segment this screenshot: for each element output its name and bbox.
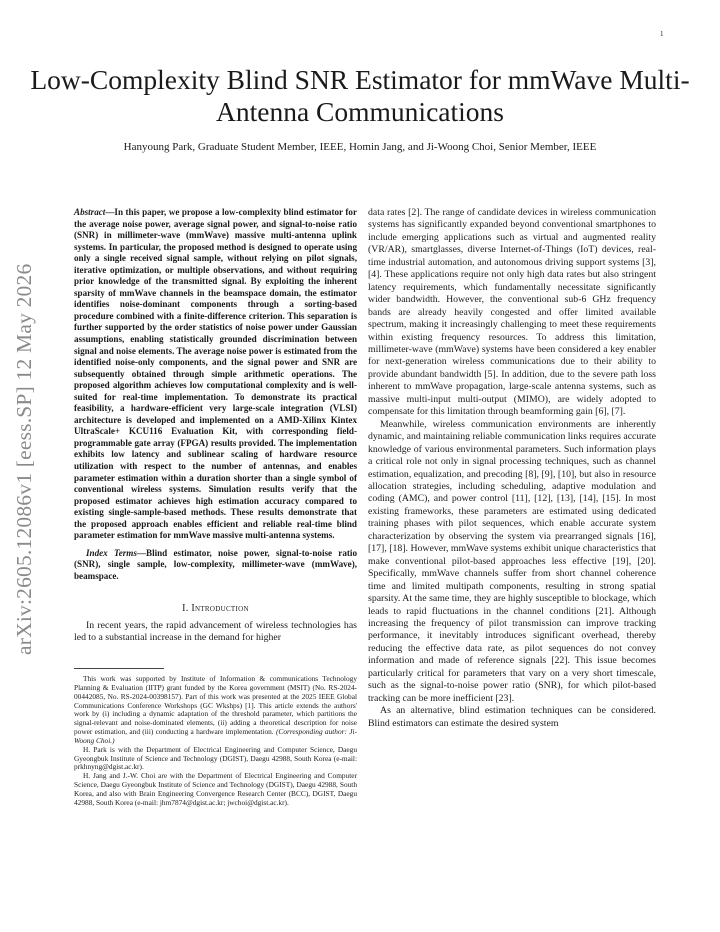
section-heading-introduction: I. Introduction — [182, 602, 249, 614]
footnote-funding — [74, 675, 357, 746]
body-paragraph-3: As an alternative, blind estimation techniques can be considered. Blind estimators can estimate the desired system — [368, 705, 656, 729]
body-paragraph-1: data rates [2]. The range of candidate devices in wireless communication systems has significantly expanded beyond conventional smartphones to include emerging applications such as virtual and augmented reality (VR/AR), smartglasses, diverse Internet-of-Things (IoT) devices, real-time industrial automation, and autonomous driving support systems [3], [4]. These applications require not only high data rates but also stringent latency requirements, which fundamentally necessitate significantly wider bandwidth. However, the conventional sub-6 GHz frequency bands are already heavily congested and offer limited available spectrum, making it increasingly challenging to meet these requirements within existing frequency resources. To address this limitation, millimeter-wave (mmWave) systems have been considered a key enabler for next-generation wireless communications due to their ability to provide abundant bandwidth [5]. In addition, due to the severe path loss inherent to mmWave propagation, large-scale antenna systems, such as massive multi-input multi-output (MIMO), are widely adopted to compensate for this limitation through beamforming gain [6], [7]. — [368, 207, 656, 418]
intro-paragraph-1: In recent years, the rapid advancement of wireless technologies has led to a substantial increase in the demand for higher — [74, 619, 357, 644]
footnote-funding-text: This work was supported by Institute of Information & communications Technology Planning & Evaluation (IITP) grant funded by the Korea government (MSIT) (No. RS-2024-00442085, No. RS-2024-00398157). Part of this work was presented at the 2025 IEEE Global Communications Conference Workshops (GC Wkshps) [1]. This article extends the authors' work by (i) including a dynamic adaptation of the threshold parameter, which partitions the signal-relevant and noise-dominated elements, (ii) adding a theoretical description for noise power estimation, and (iii) conducting a hardware implementation. — [74, 674, 357, 737]
page-number: 1 — [660, 30, 664, 38]
footnotes — [74, 675, 357, 808]
right-column — [368, 207, 656, 730]
index-terms-text: —Blind estimator, noise power, signal-to-noise ratio (SNR), single sample, low-complexity, millimeter-wave (mmWave), beamspace. — [74, 547, 357, 581]
abstract-lead: Abstract — [74, 207, 106, 217]
footnote-author-park: H. Park is with the Department of Electrical Engineering and Computer Science, Daegu Gyeongbuk Institute of Science and Technology (DGIST), Daegu 42988, South Korea (e-mail: prkhnyng@dgist.ac.kr). — [74, 744, 357, 772]
abstract-text: —In this paper, we propose a low-complexity blind estimator for the average noise power, average signal power, and signal-to-noise ratio (SNR) in millimeter-wave (mmWave) massive multi-antenna uplink systems. In particular, the proposed method is designed to operate using only a single received signal sample, without relying on pilot signals, iterative optimization, or multiple observations, and without requiring prior knowledge of the transmitted signal. By exploiting the inherent sparsity of mmWave channels in the beamspace domain, the estimator identifies noise-dominant components through a sorting-based procedure combined with a finite-difference criterion. This separation is further supported by the order statistics of noise power under Gaussian assumptions, enabling statistically grounded discrimination between signal and noise elements. The average noise power is estimated from the identified noise-only components, and the signal power and SNR are subsequently obtained through simple arithmetic operations. The proposed algorithm achieves low computational complexity and is well-suited for real-time implementation. To demonstrate its practical feasibility, a hardware-efficient very large-scale integration (VLSI) architecture is developed and implemented on a AMD-Xilinx Kintex UltraScale+ KCU116 Evaluation Kit, with corresponding field-programmable gate array (FPGA) results provided. The implementation exhibits low latency and sublinear scaling of hardware resource utilization with respect to the number of antennas, and enables parameter estimation within a duration shorter than a single symbol of conventional wireless systems. Simulation results verify that the proposed estimator achieves high estimation accuracy compared to existing single-sample-based methods. These results demonstrate that the proposed approach enables efficient and reliable real-time blind parameter estimation for mmWave massive multi-antenna systems. — [74, 207, 357, 541]
abstract — [74, 207, 357, 542]
footnote-author-jang-choi: H. Jang and J.-W. Choi are with the Department of Electrical Engineering and Computer Science, Daegu Gyeongbuk Institute of Science and Technology (DGIST), Daegu 42988, South Korea, and also with Brain Engineering Convergence Research Center (BCC), DGIST, Daegu 42988, South Korea (e-mail: jhm7874@dgist.ac.kr; jwchoi@dgist.ac.kr). — [74, 771, 357, 807]
footnote-rule — [74, 668, 164, 669]
index-terms-lead: Index Terms — [86, 547, 137, 558]
index-terms — [74, 548, 357, 583]
left-column — [74, 207, 357, 645]
paper-title: Low-Complexity Blind SNR Estimator for mmWave Multi-Antenna Communications — [30, 64, 690, 127]
arxiv-stamp: arXiv:2605.12086v1 [eess.SP] 12 May 2026 — [12, 263, 36, 655]
footnote-corresponding-author: (Corresponding author: Ji-Woong Choi.) — [74, 727, 357, 745]
author-line: Hanyoung Park, Graduate Student Member, IEEE, Homin Jang, and Ji-Woong Choi, Senior Member, IEEE — [123, 141, 597, 153]
body-paragraph-2: Meanwhile, wireless communication environments are inherently dynamic, and maintaining reliable communication links requires accurate knowledge of various environmental parameters. Such information plays a critical role not only in signal processing techniques, such as channel estimation, equalization, and precoding [8], [9], [10], but also in resource allocation strategies, including scheduling, adaptive modulation and coding (AMC), and power control [11], [12], [13], [14], [15]. In most existing frameworks, these parameters are estimated using dedicated training phases with pilot sequences, which enable accurate system characterization by observing the system via prearranged signals [16], [17], [18]. However, mmWave systems exhibit unique characteristics that make conventional pilot-based approaches less effective [19], [20]. Specifically, mmWave channels suffer from short channel coherence time and limited multipath components, resulting in strong spatial sparsity. At the same time, they are highly susceptible to blockage, which leads to rapid fluctuations in the channel conditions [21]. Although increasing the frequency of pilot transmission can improve tracking performance, it inevitably introduces significant overhead, thereby reducing the effective data rate, as pilot sequences do not convey information and made of reference signals [22]. This issue becomes particularly critical for parameters that vary on a very short timescale, such as the signal-to-noise power ratio (SNR), for which pilot-based tracking can be more inefficient [23]. — [368, 418, 657, 704]
